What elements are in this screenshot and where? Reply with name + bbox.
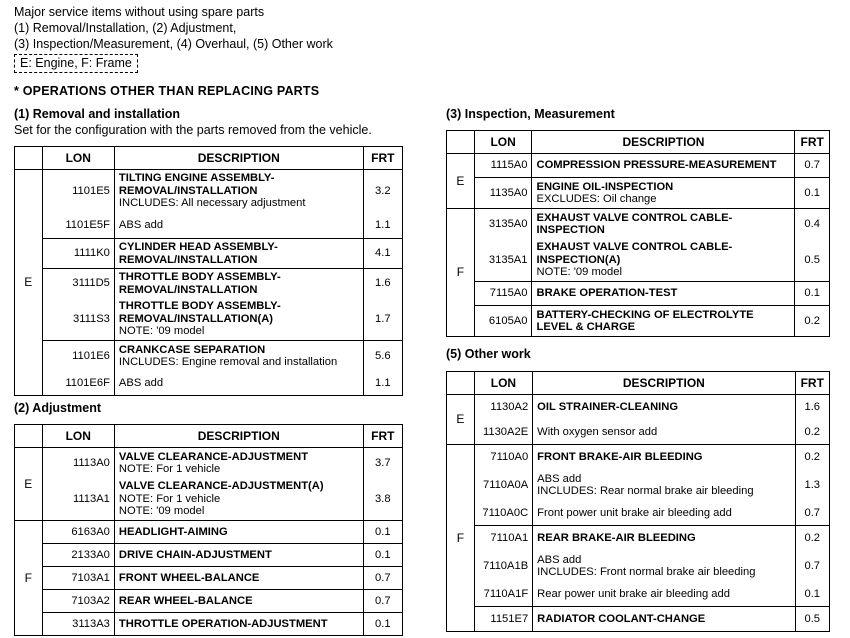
description-cell	[114, 544, 363, 567]
lon-cell: 1151E7	[474, 607, 532, 632]
description-cell	[114, 448, 363, 479]
table-row	[447, 178, 830, 209]
table-row	[447, 395, 830, 421]
description-cell	[114, 212, 363, 239]
frt-cell: 0.7	[795, 550, 830, 582]
description-cell	[532, 306, 795, 337]
header-frt: FRT	[795, 372, 830, 395]
frt-cell: 0.1	[363, 544, 402, 567]
description-note: ABS add	[118, 376, 164, 389]
description-cell	[533, 420, 795, 445]
header-description: DESCRIPTION	[114, 147, 363, 170]
header-lon: LON	[474, 372, 532, 395]
lon-cell: 2133A0	[42, 544, 114, 567]
description-bold: DRIVE CHAIN-ADJUSTMENT	[118, 548, 272, 561]
frt-cell: 0.5	[795, 607, 830, 632]
intro-line-3: (3) Inspection/Measurement, (4) Overhaul, (5) Other work	[14, 37, 333, 51]
frt-cell: 4.1	[363, 239, 402, 269]
table-header-row	[447, 131, 830, 154]
frt-cell: 1.1	[363, 212, 402, 239]
frt-cell: 0.2	[795, 420, 830, 445]
description-cell	[533, 526, 795, 551]
lon-cell: 7110A1B	[474, 550, 532, 582]
frt-cell: 1.3	[795, 469, 830, 501]
lon-cell: 1113A1	[42, 478, 114, 521]
description-note: ABS add INCLUDES: Front normal brake air bleeding	[537, 553, 756, 578]
frt-cell: 0.1	[363, 613, 402, 636]
description-cell	[114, 613, 363, 636]
group-label: E	[15, 170, 43, 396]
lon-cell: 7110A0A	[474, 469, 532, 501]
lon-cell: 1101E6F	[42, 371, 114, 396]
table-row	[447, 420, 830, 445]
frt-cell: 1.6	[363, 269, 402, 299]
lon-cell: 1135A0	[474, 178, 532, 209]
intro-line-2: (1) Removal/Installation, (2) Adjustment,	[14, 21, 237, 35]
description-cell	[532, 239, 795, 282]
description-cell	[532, 154, 795, 178]
description-note: INCLUDES: All necessary adjustment	[118, 197, 306, 210]
table-row	[15, 239, 403, 269]
lon-cell: 1101E6	[42, 341, 114, 372]
intro-line-1: Major service items without using spare parts	[14, 5, 265, 19]
header-group	[15, 425, 43, 448]
header-lon: LON	[42, 147, 114, 170]
description-cell	[114, 269, 363, 299]
description-cell	[533, 582, 795, 607]
description-cell	[532, 209, 795, 240]
description-bold: RADIATOR COOLANT-CHANGE	[537, 612, 706, 625]
table-row	[15, 544, 403, 567]
frt-cell: 0.5	[795, 239, 830, 282]
description-note: INCLUDES: Engine removal and installation	[118, 356, 338, 368]
table-row	[447, 550, 830, 582]
description-bold: REAR WHEEL-BALANCE	[118, 594, 253, 607]
description-cell	[533, 501, 795, 526]
header-group	[447, 372, 475, 395]
description-bold: ENGINE OIL-INSPECTION	[536, 180, 674, 193]
lon-cell: 7110A1F	[474, 582, 532, 607]
description-cell	[114, 567, 363, 590]
description-bold: VALVE CLEARANCE-ADJUSTMENT	[118, 450, 309, 463]
description-cell	[533, 469, 795, 501]
description-bold: VALVE CLEARANCE-ADJUSTMENT(A)	[118, 480, 324, 493]
description-note: NOTE: For 1 vehicle	[118, 463, 221, 475]
frt-cell: 0.7	[363, 567, 402, 590]
table-row	[447, 239, 830, 282]
section-2-title: (2) Adjustment	[14, 401, 102, 415]
description-note: NOTE: '09 model	[118, 325, 205, 338]
lon-cell: 1130A2E	[474, 420, 532, 445]
header-lon: LON	[42, 425, 114, 448]
lon-cell: 7110A0C	[474, 501, 532, 526]
lon-cell: 1101E5	[42, 170, 114, 213]
description-cell	[533, 550, 795, 582]
table-header-row	[15, 147, 403, 170]
header-description: DESCRIPTION	[533, 372, 795, 395]
frt-cell: 0.7	[795, 154, 830, 178]
section-1-subtitle: Set for the configuration with the parts removed from the vehicle.	[14, 123, 372, 137]
group-label: F	[15, 521, 43, 636]
description-bold: CRANKCASE SEPARATION	[118, 343, 266, 356]
table-row	[447, 501, 830, 526]
frt-cell: 1.6	[795, 395, 830, 421]
adjustment-table	[14, 424, 403, 636]
table-row	[15, 298, 403, 341]
description-bold: COMPRESSION PRESSURE-MEASUREMENT	[536, 159, 777, 172]
table-row	[15, 590, 403, 613]
table-row	[447, 445, 830, 470]
description-bold: THROTTLE BODY ASSEMBLY- REMOVAL/INSTALLATION	[118, 271, 281, 296]
table-row	[447, 282, 830, 306]
description-bold: THROTTLE BODY ASSEMBLY- REMOVAL/INSTALLATION(A)	[118, 300, 281, 325]
section-1-title: (1) Removal and installation	[14, 107, 181, 121]
description-cell	[533, 445, 795, 470]
frt-cell: 1.1	[363, 371, 402, 396]
header-frt: FRT	[795, 131, 830, 154]
lon-cell: 6105A0	[474, 306, 532, 337]
description-note: NOTE: For 1 vehicle NOTE: '09 model	[118, 492, 221, 518]
lon-cell: 1115A0	[474, 154, 532, 178]
table-row	[15, 478, 403, 521]
inspection-table	[446, 130, 830, 337]
description-cell	[114, 478, 363, 521]
legend-box: E: Engine, F: Frame	[14, 54, 138, 73]
table-row	[447, 607, 830, 632]
description-bold: EXHAUST VALVE CONTROL CABLE- INSPECTION(A)	[536, 241, 733, 266]
table-header-row	[447, 372, 830, 395]
lon-cell: 3111S3	[42, 298, 114, 341]
description-cell	[533, 607, 795, 632]
group-label: F	[447, 445, 475, 632]
description-cell	[532, 178, 795, 209]
frt-cell: 3.7	[363, 448, 402, 479]
lon-cell: 7110A1	[474, 526, 532, 551]
lon-cell: 1111K0	[42, 239, 114, 269]
lon-cell: 6163A0	[42, 521, 114, 544]
table-row	[447, 582, 830, 607]
description-bold: REAR BRAKE-AIR BLEEDING	[537, 531, 696, 544]
group-label: F	[447, 209, 475, 337]
other-work-table	[446, 371, 830, 632]
frt-cell: 0.1	[363, 521, 402, 544]
table-row	[447, 209, 830, 240]
frt-cell: 3.8	[363, 478, 402, 521]
table-row	[15, 567, 403, 590]
lon-cell: 1130A2	[474, 395, 532, 421]
frt-cell: 0.2	[795, 445, 830, 470]
header-frt: FRT	[363, 147, 402, 170]
description-cell	[114, 371, 363, 396]
lon-cell: 3111D5	[42, 269, 114, 299]
description-bold: BRAKE OPERATION-TEST	[536, 287, 678, 300]
table-row	[15, 448, 403, 479]
description-cell	[114, 341, 363, 372]
header-description: DESCRIPTION	[532, 131, 795, 154]
table-row	[15, 269, 403, 299]
lon-cell: 7110A0	[474, 445, 532, 470]
frt-cell: 0.4	[795, 209, 830, 240]
description-cell	[114, 590, 363, 613]
section-3-title: (3) Inspection, Measurement	[446, 107, 615, 121]
lon-cell: 3113A3	[42, 613, 114, 636]
frt-cell: 0.1	[795, 282, 830, 306]
description-cell	[114, 170, 363, 213]
frt-cell: 0.7	[795, 501, 830, 526]
lon-cell: 3135A1	[474, 239, 532, 282]
description-cell	[533, 395, 795, 421]
table-row	[15, 371, 403, 396]
description-bold: FRONT BRAKE-AIR BLEEDING	[537, 450, 703, 463]
description-bold: OIL STRAINER-CLEANING	[537, 401, 679, 414]
section-5-title: (5) Other work	[446, 347, 531, 361]
description-cell	[114, 298, 363, 341]
description-bold: THROTTLE OPERATION-ADJUSTMENT	[118, 617, 328, 630]
table-row	[447, 469, 830, 501]
table-row	[15, 341, 403, 372]
header-group	[15, 147, 43, 170]
header-description: DESCRIPTION	[114, 425, 363, 448]
description-note: ABS add	[118, 218, 164, 231]
table-row	[15, 212, 403, 239]
frt-cell: 0.2	[795, 306, 830, 337]
description-note: ABS add INCLUDES: Rear normal brake air bleeding	[537, 472, 754, 497]
group-label: E	[447, 395, 475, 445]
lon-cell: 7103A2	[42, 590, 114, 613]
lon-cell: 1101E5F	[42, 212, 114, 239]
description-cell	[114, 521, 363, 544]
frt-cell: 1.7	[363, 298, 402, 341]
description-bold: BATTERY-CHECKING OF ELECTROLYTE LEVEL & CHARGE	[536, 308, 754, 333]
table-row	[15, 521, 403, 544]
removal-installation-table	[14, 146, 403, 396]
header-group	[447, 131, 475, 154]
table-header-row	[15, 425, 403, 448]
description-bold: FRONT WHEEL-BALANCE	[118, 571, 260, 584]
description-note: With oxygen sensor add	[537, 425, 658, 438]
description-note: Rear power unit brake air bleeding add	[537, 587, 730, 600]
lon-cell: 1113A0	[42, 448, 114, 479]
table-row	[447, 526, 830, 551]
frt-cell: 3.2	[363, 170, 402, 213]
frt-cell: 0.2	[795, 526, 830, 551]
description-note: Front power unit brake air bleeding add	[537, 506, 732, 519]
description-bold: EXHAUST VALVE CONTROL CABLE- INSPECTION	[536, 211, 733, 236]
operations-title: * OPERATIONS OTHER THAN REPLACING PARTS	[14, 84, 320, 98]
description-note: NOTE: '09 model	[536, 266, 622, 279]
frt-cell: 0.1	[795, 178, 830, 209]
group-label: E	[15, 448, 43, 521]
lon-cell: 7103A1	[42, 567, 114, 590]
header-frt: FRT	[363, 425, 402, 448]
group-label: E	[447, 154, 475, 209]
header-lon: LON	[474, 131, 532, 154]
table-row	[15, 613, 403, 636]
frt-cell: 0.1	[795, 582, 830, 607]
lon-cell: 3135A0	[474, 209, 532, 240]
description-cell	[532, 282, 795, 306]
description-bold: CYLINDER HEAD ASSEMBLY- REMOVAL/INSTALLATION	[118, 241, 278, 266]
table-row	[447, 154, 830, 178]
description-note: EXCLUDES: Oil change	[536, 193, 657, 205]
description-cell	[114, 239, 363, 269]
lon-cell: 7115A0	[474, 282, 532, 306]
table-row	[15, 170, 403, 213]
description-bold: HEADLIGHT-AIMING	[118, 525, 228, 538]
description-bold: TILTING ENGINE ASSEMBLY- REMOVAL/INSTALLATION	[118, 172, 275, 197]
frt-cell: 5.6	[363, 341, 402, 372]
frt-cell: 0.7	[363, 590, 402, 613]
intro	[14, 4, 333, 73]
table-row	[447, 306, 830, 337]
